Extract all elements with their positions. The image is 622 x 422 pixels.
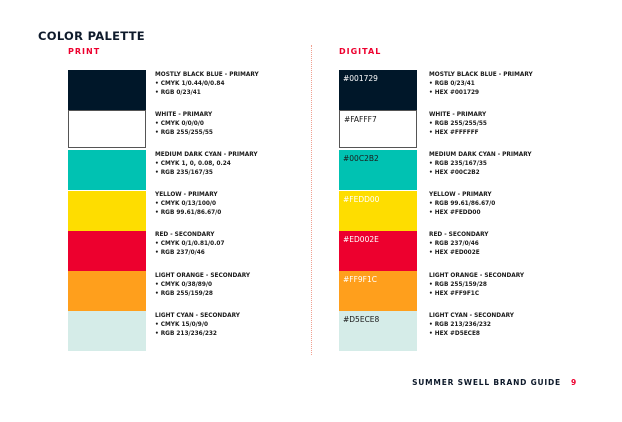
hex-value: • HEX #FFFFFF — [429, 129, 479, 136]
digital-color-info — [429, 151, 532, 178]
rgb-value: • RGB 213/236/232 — [155, 330, 217, 337]
color-name: LIGHT CYAN - SECONDARY — [429, 312, 514, 319]
print-swatch — [68, 70, 146, 110]
digital-swatch — [339, 231, 417, 271]
swatch-hex-label: #FAFFF7 — [344, 115, 377, 125]
cmyk-value: • CMYK 0/0/0/0 — [155, 120, 204, 127]
digital-color-info — [429, 71, 533, 98]
cmyk-value: • CMYK 0/13/100/0 — [155, 201, 217, 208]
color-name: WHITE - PRIMARY — [155, 111, 213, 118]
color-name: MOSTLY BLACK BLUE - PRIMARY — [155, 71, 259, 78]
cmyk-value: • CMYK 0/1/0.81/0.07 — [155, 241, 225, 248]
print-swatch — [68, 191, 146, 231]
rgb-value: • RGB 235/167/35 — [429, 160, 487, 167]
digital-swatch — [339, 110, 417, 148]
print-color-info — [155, 312, 240, 339]
print-color-info — [155, 71, 259, 98]
swatch-hex-label: #ED002E — [343, 234, 379, 244]
color-name: LIGHT ORANGE - SECONDARY — [429, 272, 525, 279]
digital-swatch — [339, 271, 417, 311]
page-number: 9 — [570, 378, 577, 387]
rgb-value: • RGB 255/255/55 — [429, 120, 487, 127]
footer-title: SUMMER SWELL BRAND GUIDE — [412, 378, 561, 387]
print-swatch — [68, 271, 146, 311]
print-color-info — [155, 272, 250, 299]
digital-heading: DIGITAL — [339, 47, 382, 56]
rgb-value: • RGB 213/236/232 — [429, 321, 491, 328]
digital-swatch — [339, 191, 417, 231]
rgb-value: • RGB 235/167/35 — [155, 169, 213, 176]
digital-swatch — [339, 150, 417, 190]
digital-swatch — [339, 311, 417, 351]
print-heading: PRINT — [68, 47, 101, 56]
color-name: YELLOW - PRIMARY — [155, 192, 218, 199]
color-name: WHITE - PRIMARY — [429, 111, 487, 118]
cmyk-value: • CMYK 0/38/89/0 — [155, 281, 213, 288]
hex-value: • HEX #FF9F1C — [429, 290, 480, 297]
digital-swatch — [339, 70, 417, 110]
hex-value: • HEX #D5ECE8 — [429, 330, 480, 337]
column-divider — [311, 45, 312, 355]
rgb-value: • RGB 0/23/41 — [155, 89, 201, 96]
digital-color-info — [429, 191, 495, 218]
swatch-hex-label: #001729 — [343, 74, 378, 83]
rgb-value: • RGB 255/255/55 — [155, 129, 213, 136]
color-name: LIGHT CYAN - SECONDARY — [155, 312, 240, 319]
digital-color-info — [429, 272, 524, 299]
color-name: LIGHT ORANGE - SECONDARY — [155, 272, 251, 279]
color-name: MOSTLY BLACK BLUE - PRIMARY — [429, 71, 533, 78]
rgb-value: • RGB 255/159/28 — [155, 290, 213, 297]
swatch-hex-label: #00C2B2 — [343, 154, 379, 164]
swatch-hex-label: #FEDD00 — [343, 194, 380, 204]
swatch-hex-label: #D5ECE8 — [343, 315, 380, 325]
rgb-value: • RGB 237/0/46 — [155, 250, 205, 257]
print-swatch — [68, 311, 146, 351]
cmyk-value: • CMYK 15/0/9/0 — [155, 321, 208, 328]
hex-value: • HEX #FEDD00 — [429, 210, 481, 217]
rgb-value: • RGB 237/0/46 — [429, 241, 479, 248]
footer — [412, 378, 577, 387]
print-swatch — [68, 150, 146, 190]
color-name: MEDIUM DARK CYAN - PRIMARY — [155, 151, 258, 158]
cmyk-value: • CMYK 1/0.44/0/0.84 — [155, 80, 225, 87]
print-swatch — [68, 110, 146, 148]
rgb-value: • RGB 0/23/41 — [429, 80, 475, 87]
cmyk-value: • CMYK 1, 0, 0.08, 0.24 — [155, 160, 231, 167]
print-color-info — [155, 111, 213, 138]
print-color-info — [155, 191, 221, 218]
hex-value: • HEX #001729 — [429, 89, 480, 96]
rgb-value: • RGB 255/159/28 — [429, 281, 487, 288]
hex-value: • HEX #ED002E — [429, 250, 480, 257]
swatch-hex-label: #FF9F1C — [343, 275, 378, 284]
digital-color-info — [429, 231, 489, 258]
color-name: YELLOW - PRIMARY — [429, 192, 492, 199]
print-color-info — [155, 231, 224, 258]
hex-value: • HEX #00C2B2 — [429, 169, 480, 176]
digital-color-info — [429, 312, 514, 339]
print-swatch — [68, 231, 146, 271]
color-name: RED - SECONDARY — [429, 232, 489, 239]
color-name: MEDIUM DARK CYAN - PRIMARY — [429, 151, 532, 158]
digital-color-info — [429, 111, 487, 138]
rgb-value: • RGB 99.61/86.67/0 — [429, 201, 496, 208]
page-title: COLOR PALETTE — [38, 29, 145, 43]
color-name: RED - SECONDARY — [155, 232, 215, 239]
rgb-value: • RGB 99.61/86.67/0 — [155, 210, 222, 217]
print-color-info — [155, 151, 258, 178]
